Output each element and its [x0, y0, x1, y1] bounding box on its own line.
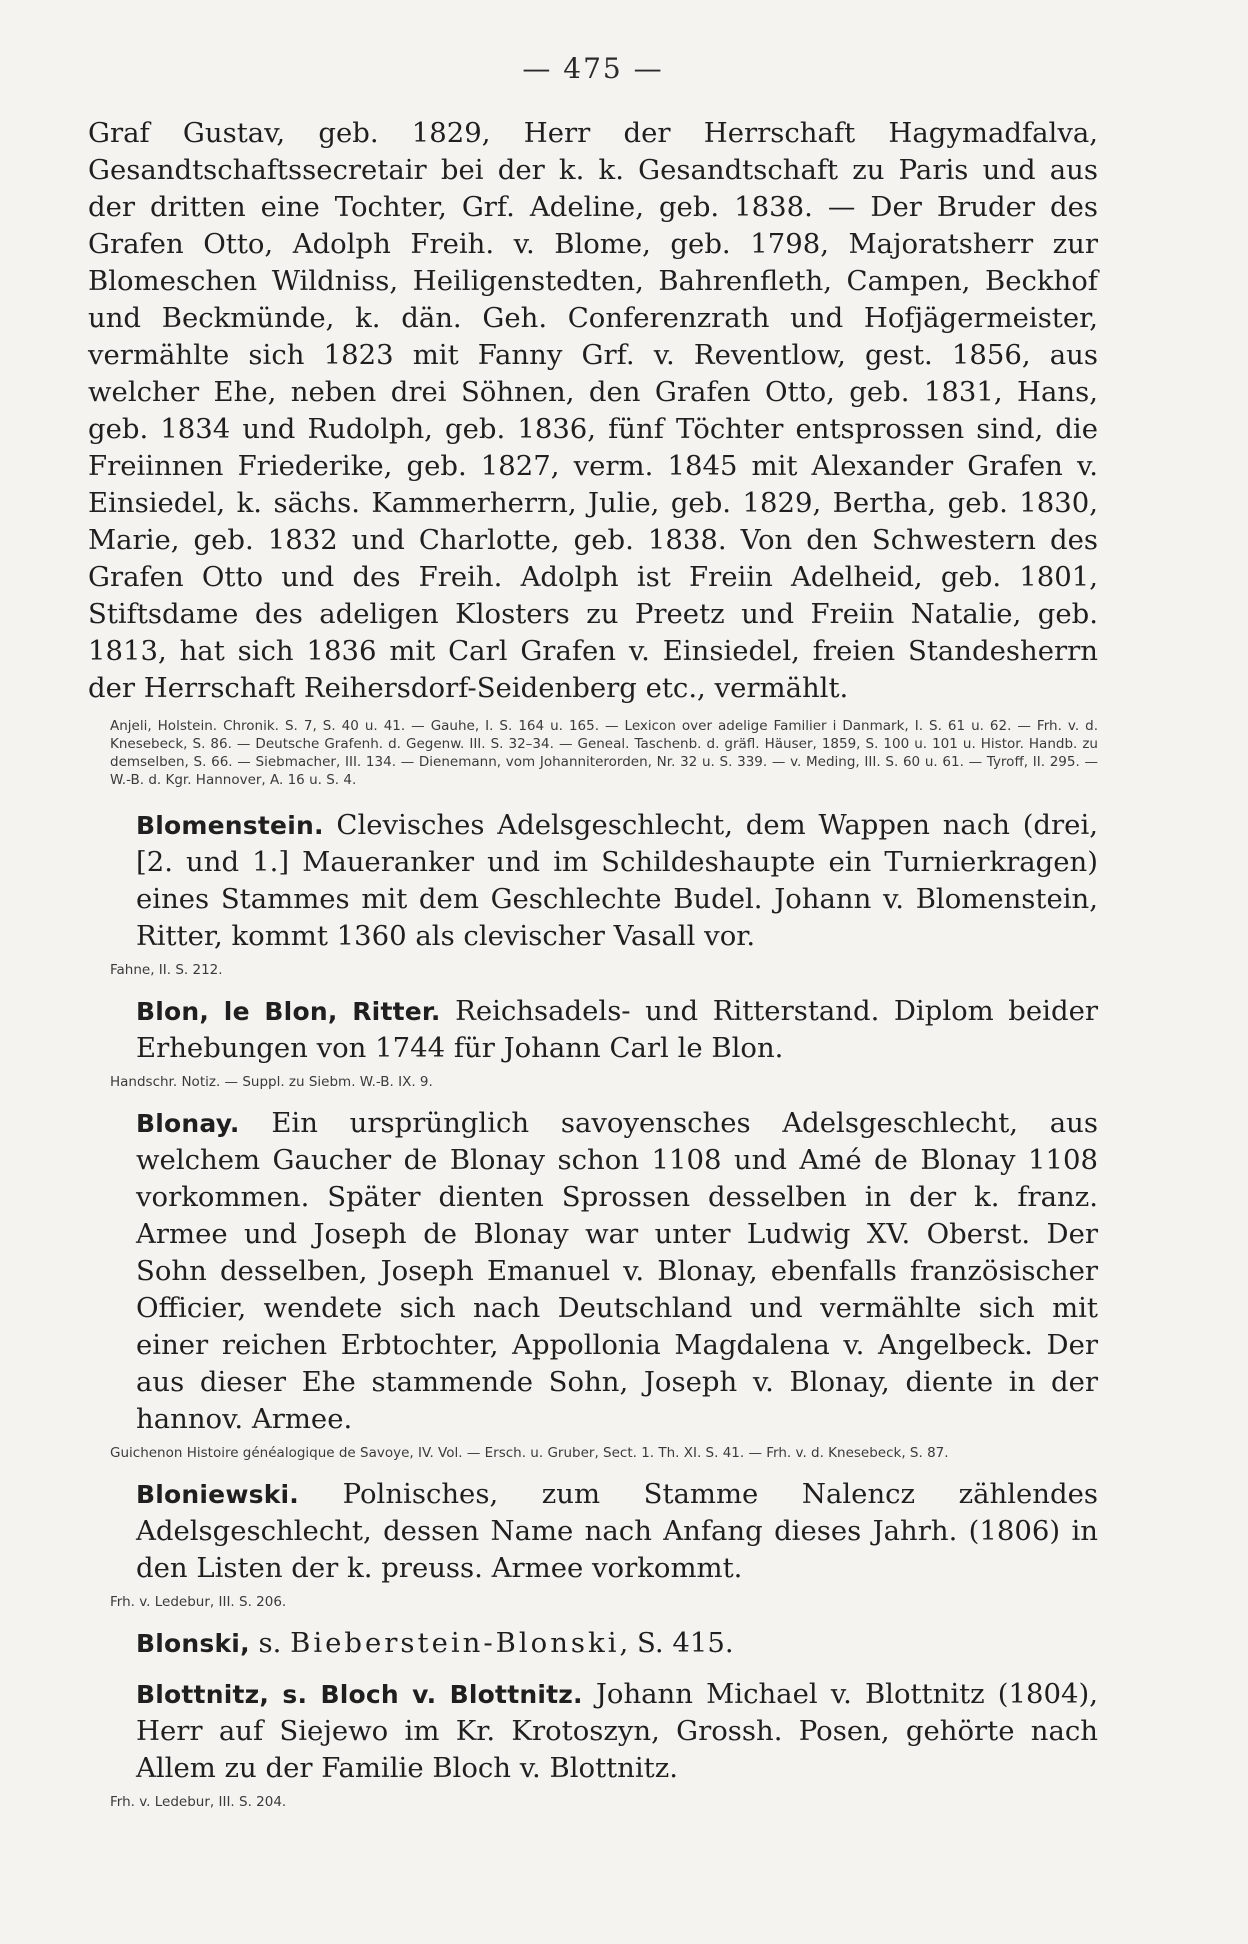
- entry-paragraph: [88, 1105, 1098, 1438]
- entry-text: Ein ursprünglich savoyensches Adelsgeschlecht, aus welchem Gaucher de Blonay schon 1108 und Amé de Blonay 1108 vorkommen. Später dienten Sprossen desselben in der k. franz. Armee und Joseph de Blonay war unter Ludwig XV. Oberst. Der Sohn desselben, Joseph Emanuel v. Blonay, ebenfalls französischer Officier, wendete sich nach Deutschland und vermählte sich mit einer reichen Erbtochter, Appollonia Magdalena v. Angelbeck. Der aus dieser Ehe stammende Sohn, Joseph v. Blonay, diente in der hannov. Armee.: [136, 1107, 1098, 1435]
- entry-text: Graf Gustav, geb. 1829, Herr der Herrschaft Hagymadfalva, Gesandtschaftssecretair bei der k. k. Gesandtschaft zu Paris und aus der dritten eine Tochter, Grf. Adeline, geb. 1838. — Der Bruder des Grafen Otto, Adolph Freih. v. Blome, geb. 1798, Majoratsherr zur Blomeschen Wildniss, Heiligenstedten, Bahrenfleth, Campen, Beckhof und Beckmünde, k. dän. Geh. Conferenzrath und Hofjägermeister, vermählte sich 1823 mit Fanny Grf. v. Reventlow, gest. 1856, aus welcher Ehe, neben drei Söhnen, den Grafen Otto, geb. 1831, Hans, geb. 1834 und Rudolph, geb. 1836, fünf Töchter entsprossen sind, die Freiinnen Friederike, geb. 1827, verm. 1845 mit Alexander Grafen v. Einsiedel, k. sächs. Kammerherrn, Julie, geb. 1829, Bertha, geb. 1830, Marie, geb. 1832 und Charlotte, geb. 1838. Von den Schwestern des Grafen Otto und des Freih. Adolph ist Freiin Adelheid, geb. 1801, Stiftsdame des adeligen Klosters zu Preetz und Freiin Natalie, geb. 1813, hat sich 1836 mit Carl Grafen v. Einsiedel, freien Standesherrn der Herrschaft Reihersdorf-Seidenberg etc., vermählt.: [88, 117, 1098, 704]
- entry-paragraph: [88, 807, 1098, 955]
- entry-blonski: [88, 1625, 1098, 1662]
- entry-blonay: [88, 1105, 1098, 1462]
- entry-text: Polnisches, zum Stamme Nalencz zählendes Adelsgeschlecht, dessen Name nach Anfang dieses Jahrh. (1806) in den Listen der k. preuss. Armee vorkommt.: [136, 1478, 1098, 1584]
- entry-text: s.: [249, 1627, 291, 1659]
- entry-bloniewski: [88, 1476, 1098, 1611]
- entry-paragraph: [88, 1625, 1098, 1662]
- entry-source: Guichenon Histoire généalogique de Savoye, IV. Vol. — Ersch. u. Gruber, Sect. 1. Th. XI. S. 41. — Frh. v. d. Knesebeck, S. 87.: [110, 1445, 949, 1461]
- entry-source: Frh. v. Ledebur, III. S. 206.: [110, 1594, 287, 1610]
- entry-blome-continuation: [88, 115, 1098, 789]
- page-number: — 475 —: [522, 52, 664, 85]
- entry-paragraph: [88, 993, 1098, 1067]
- entry-text: Johann Michael v. Blottnitz (1804), Herr auf Siejewo im Kr. Krotoszyn, Grossh. Posen, gehörte nach Allem zu der Familie Bloch v. Blottnitz.: [136, 1678, 1098, 1784]
- entry-source: Frh. v. Ledebur, III. S. 204.: [110, 1794, 287, 1810]
- entry-lemma: Blonay.: [136, 1109, 240, 1138]
- entry-text-tail: , S. 415.: [619, 1627, 734, 1659]
- entry-paragraph: [88, 1476, 1098, 1587]
- entry-lemma: Blon, le Blon, Ritter.: [136, 997, 441, 1026]
- entry-blomenstein: [88, 807, 1098, 979]
- entry-source: Handschr. Notiz. — Suppl. zu Siebm. W.-B. IX. 9.: [110, 1074, 433, 1090]
- entry-lemma: Blottnitz, s. Bloch v. Blottnitz.: [136, 1680, 583, 1709]
- entry-cross-reference: Bieberstein-Blonski: [290, 1627, 620, 1659]
- entry-paragraph: [88, 1676, 1098, 1787]
- entry-lemma: Blonski,: [136, 1629, 250, 1658]
- entry-text: Reichsadels- und Ritterstand. Diplom beider Erhebungen von 1744 für Johann Carl le Blon.: [136, 995, 1098, 1064]
- entry-lemma: Bloniewski.: [136, 1480, 299, 1509]
- entry-source: Anjeli, Holstein. Chronik. S. 7, S. 40 u. 41. — Gauhe, I. S. 164 u. 165. — Lexicon over adelige Familier i Danmark, I. S. 61 u. 62. — Frh. v. d. Knesebeck, S. 86. — Deutsche Grafenh. d. Gegenw. III. S. 32–34. — Geneal. Taschenb. d. gräfl. Häuser, 1859, S. 100 u. 101 u. Histor. Handb. zu demselben, S. 66. — Siebmacher, III. 134. — Dienemann, vom Johanniterorden, Nr. 32 u. S. 339. — v. Meding, III. S. 60 u. 61. — Tyroff, II. 295. — W.-B. d. Kgr. Hannover, A. 16 u. S. 4.: [110, 718, 1098, 788]
- entry-lemma: Blomenstein.: [136, 811, 324, 840]
- entry-blottnitz: [88, 1676, 1098, 1811]
- entry-text: Clevisches Adelsgeschlecht, dem Wappen nach (drei, [2. und 1.] Maueranker und im Schildeshaupte ein Turnierkragen) eines Stammes mit dem Geschlechte Budel. Johann v. Blomenstein, Ritter, kommt 1360 als clevischer Vasall vor.: [136, 809, 1098, 952]
- entry-blon: [88, 993, 1098, 1091]
- entry-source: Fahne, II. S. 212.: [110, 962, 223, 978]
